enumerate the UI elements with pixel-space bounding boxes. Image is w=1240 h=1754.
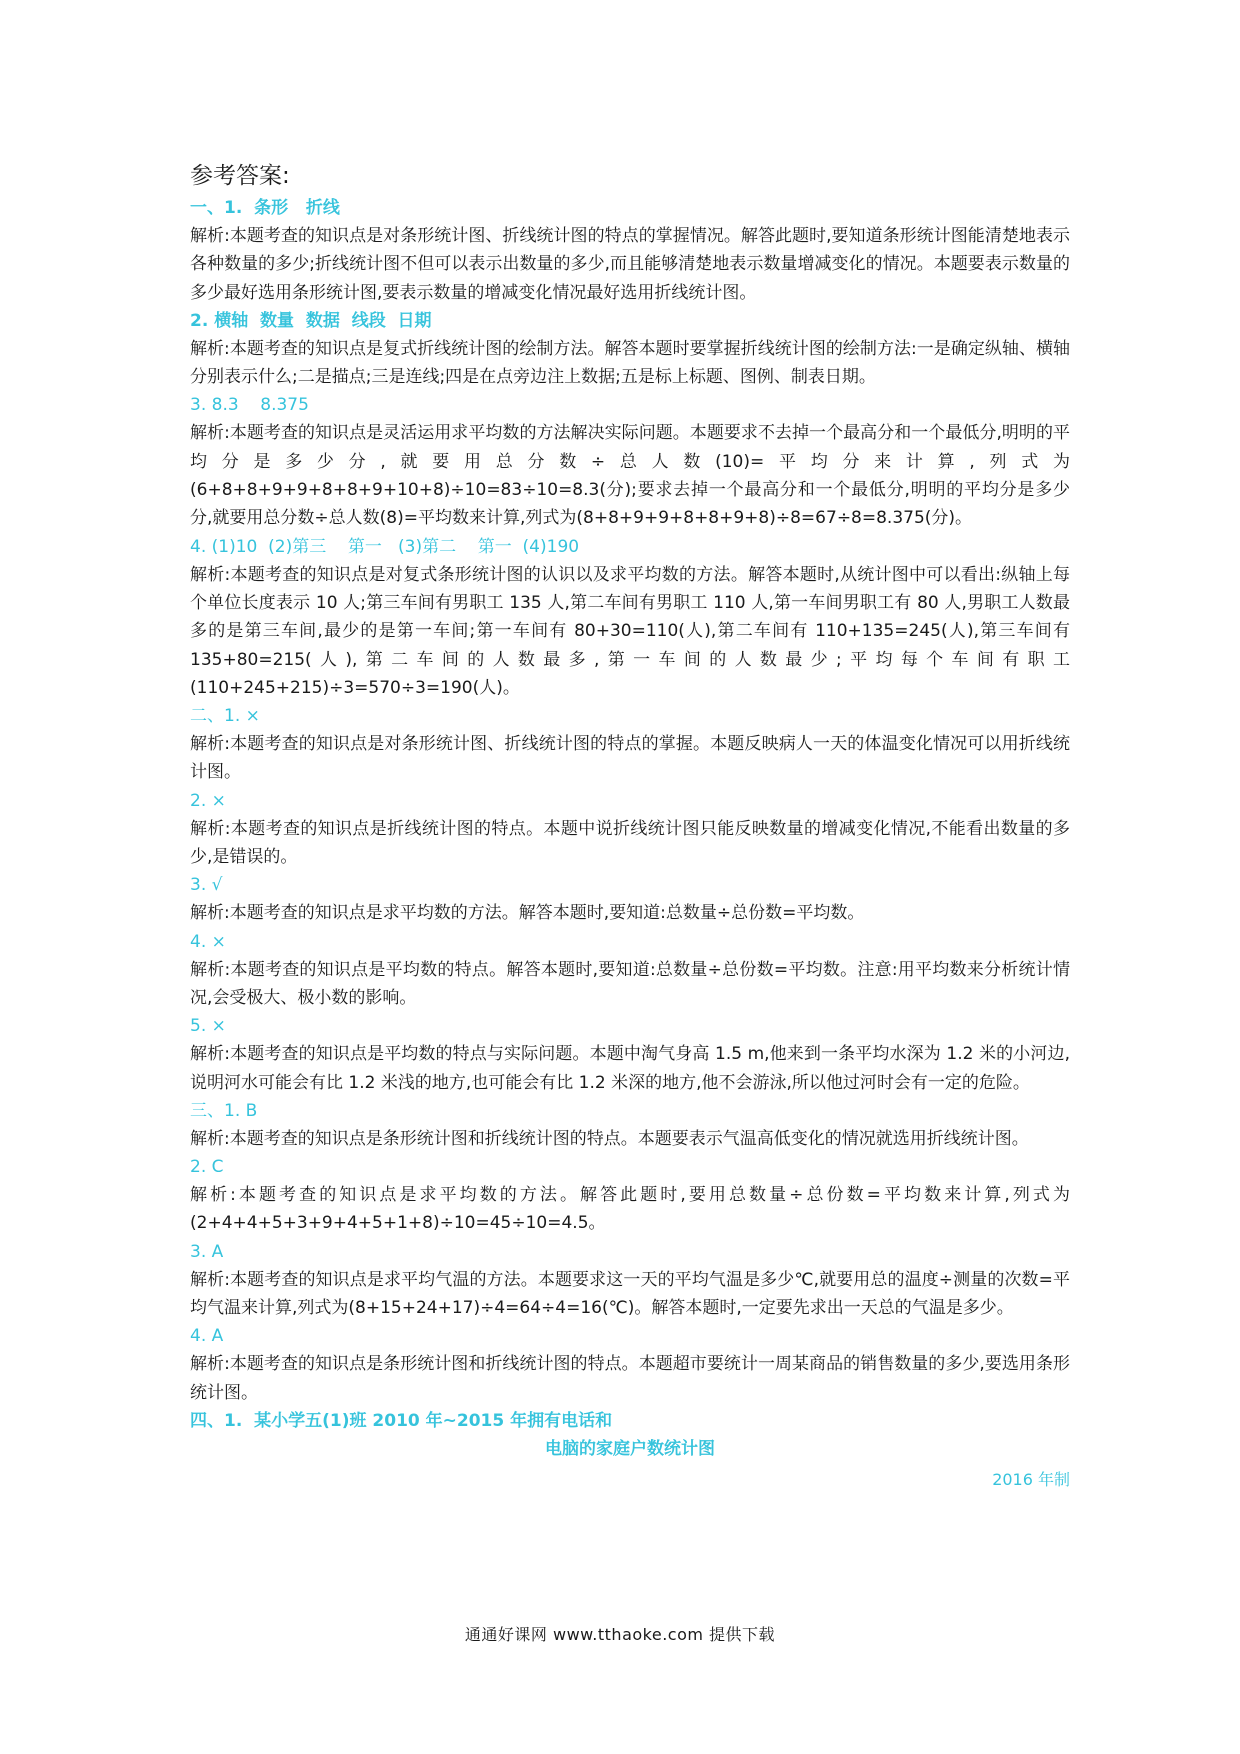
explanation-text: 解析:本题考查的知识点是条形统计图和折线统计图的特点。本题超市要统计一周某商品的销售数量的多少,要选用条形统计图。 — [190, 1354, 1070, 1403]
answer-line: 2. 横轴 数量 数据 线段 日期 — [190, 310, 432, 331]
answer-line: 3. 8.3 8.375 — [190, 395, 309, 416]
explanation-text: 解析:本题考查的知识点是求平均气温的方法。本题要求这一天的平均气温是多少℃,就要用总的温度÷测量的次数=平均气温来计算,列式为(8+15+24+17)÷4=64÷4=16(℃)。解答本题时,一定要先求出一天总的气温是多少。 — [190, 1269, 1070, 1319]
answer-block — [190, 307, 1070, 392]
answer-block — [190, 702, 1070, 787]
answer-block — [190, 1097, 1070, 1153]
explanation-text: 解析:本题考查的知识点是平均数的特点与实际问题。本题中淘气身高 1.5 m,他来到一条平均水深为 1.2 米的小河边,说明河水可能会有比 1.2 米浅的地方,也可能会有比 1.2 米深的地方,他不会游泳,所以他过河时会有一定的危险。 — [190, 1044, 1070, 1093]
answer-line: 二、1. × — [190, 706, 260, 727]
answer-block — [190, 928, 1070, 1013]
answer-block — [190, 391, 1070, 532]
answer-block — [190, 1012, 1070, 1097]
answer-block — [190, 1322, 1070, 1407]
explanation-text: 解析:本题考查的知识点是求平均数的方法。解答此题时,要用总数量÷总份数=平均数来计算,列式为(2+4+4+5+3+9+4+5+1+8)÷10=45÷10=4.5。 — [190, 1185, 1070, 1234]
answer-line: 3. A — [190, 1241, 224, 1262]
page-title: 参考答案: — [190, 163, 290, 189]
answer-block — [190, 194, 1070, 307]
answer-block — [190, 1153, 1070, 1238]
explanation-text: 解析:本题考查的知识点是对条形统计图、折线统计图的特点的掌握情况。解答此题时,要知道条形统计图能清楚地表示各种数量的多少;折线统计图不但可以表示出数量的多少,而且能够清楚地表示数量增减变化的情况。本题要表示数量的多少最好选用条形统计图,要表示数量的增减变化情况最好选用折线统计图。 — [190, 226, 1070, 303]
answer-line: 3. √ — [190, 875, 223, 896]
chart-date: 2016 年制 — [992, 1469, 1070, 1489]
explanation-text: 解析:本题考查的知识点是平均数的特点。解答本题时,要知道:总数量÷总份数=平均数。注意:用平均数来分析统计情况,会受极大、极小数的影响。 — [190, 959, 1070, 1008]
chart-title-line2: 电脑的家庭户数统计图 — [545, 1438, 715, 1459]
answer-line: 4. (1)10 (2)第三 第一 (3)第二 第一 (4)190 — [190, 536, 580, 557]
answer-block — [190, 533, 1070, 702]
explanation-text: 解析:本题考查的知识点是求平均数的方法。解答本题时,要知道:总数量÷总份数=平均数。 — [190, 903, 865, 924]
answer-line: 4. A — [190, 1326, 224, 1347]
explanation-text: 解析:本题考查的知识点是条形统计图和折线统计图的特点。本题要表示气温高低变化的情况就选用折线统计图。 — [190, 1128, 1029, 1149]
answer-block — [190, 871, 1070, 927]
explanation-text: 解析:本题考查的知识点是折线统计图的特点。本题中说折线统计图只能反映数量的增减变化情况,不能看出数量的多少,是错误的。 — [190, 818, 1070, 868]
answer-block — [190, 1238, 1070, 1323]
answer-line: 2. C — [190, 1157, 224, 1178]
answer-line: 三、1. B — [190, 1100, 258, 1121]
explanation-text: 解析:本题考查的知识点是对复式条形统计图的认识以及求平均数的方法。解答本题时,从统计图中可以看出:纵轴上每个单位长度表示 10 人;第三车间有男职工 135 人,第二车间有男职工 110 人,第一车间男职工有 80 人,男职工人数最多的是第三车间,最少的是第一车间;第一车间有 80+30=110(人),第二车间有 110+135=245(人),第三车间有 135+80=215(人),第二车间的人数最多,第一车间的人数最少;平均每个车间有职工(110+245+215)÷3=570÷3=190(人)。 — [190, 564, 1070, 698]
answer-line: 2. × — [190, 790, 226, 811]
final-answer-line: 四、1. 某小学五(1)班 2010 年~2015 年拥有电话和 — [190, 1410, 613, 1431]
answer-line: 4. × — [190, 931, 226, 952]
footer-source: 通通好课网 www.tthaoke.com 提供下载 — [464, 1625, 776, 1644]
answer-page — [190, 160, 1070, 1497]
answer-line: 5. × — [190, 1016, 226, 1037]
explanation-text: 解析:本题考查的知识点是灵活运用求平均数的方法解决实际问题。本题要求不去掉一个最高分和一个最低分,明明的平均分是多少分,就要用总分数÷总人数(10)=平均分来计算,列式为(6+8+8+9+9+8+8+9+10+8)÷10=83÷10=8.3(分);要求去掉一个最高分和一个最低分,明明的平均分是多少分,就要用总分数÷总人数(8)=平均数来计算,列式为(8+8+9+9+8+8+9+8)÷8=67÷8=8.375(分)。 — [190, 423, 1070, 529]
explanation-text: 解析:本题考查的知识点是复式折线统计图的绘制方法。解答本题时要掌握折线统计图的绘制方法:一是确定纵轴、横轴分别表示什么;二是描点;三是连线;四是在点旁边注上数据;五是标上标题、图例、制表日期。 — [190, 338, 1070, 388]
answer-sections — [190, 194, 1070, 1407]
answer-line: 一、1. 条形 折线 — [190, 198, 340, 218]
answer-block — [190, 787, 1070, 872]
explanation-text: 解析:本题考查的知识点是对条形统计图、折线统计图的特点的掌握。本题反映病人一天的体温变化情况可以用折线统计图。 — [190, 734, 1070, 783]
